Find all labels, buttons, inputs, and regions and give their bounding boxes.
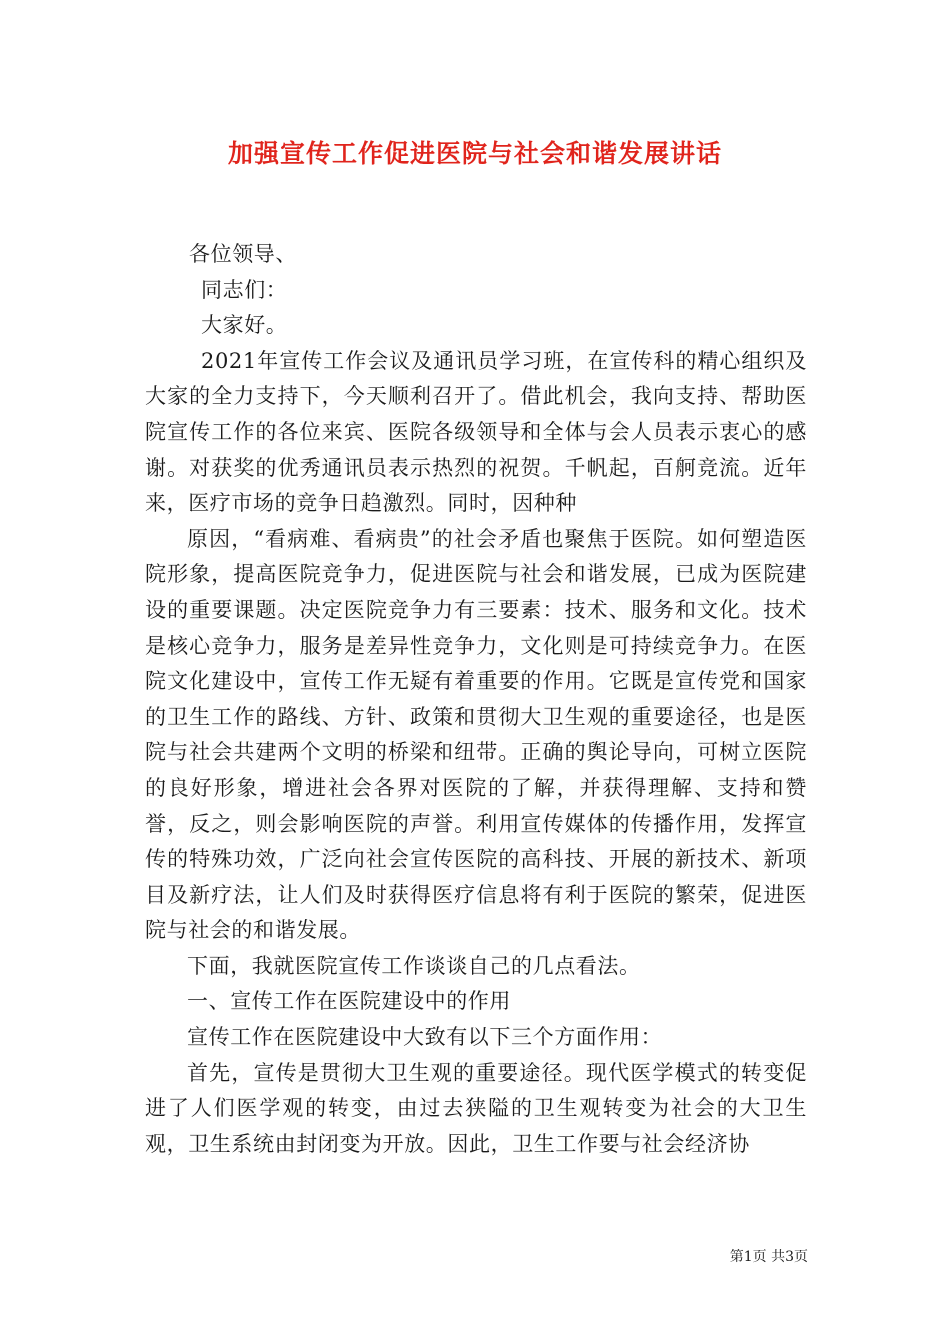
page-number-footer: 第1页 共3页 bbox=[729, 1249, 808, 1265]
greeting-comrades: 同志们： bbox=[201, 277, 288, 302]
document-title: 加强宣传工作促进医院与社会和谐发展讲话 bbox=[227, 139, 722, 168]
section-heading-1: 一、宣传工作在医院建设中的作用 bbox=[187, 989, 511, 1014]
paragraph-3: 下面，我就医院宣传工作谈谈自己的几点看法。 bbox=[187, 953, 641, 978]
paragraph-4: 宣传工作在医院建设中大致有以下三个方面作用： bbox=[187, 1025, 663, 1050]
greeting-leaders: 各位领导、 bbox=[189, 242, 297, 266]
greeting-hello: 大家好。 bbox=[201, 313, 288, 338]
paragraph-2: 原因，“看病难、看病贵”的社会矛盾也聚焦于医院。如何塑造医院形象，提高医院竞争力，促进医院与社会和谐发展，已成为医院建设的重要课题。决定医院竞争力有三要素：技术、服务和文化。技术是核心竞争力，服务是差异性竞争力，文化则是可持续竞争力。在医院文化建设中，宣传工作无疑有着重要的作用。它既是宣传党和国家的卫生工作的路线、方针、政策和贯彻大卫生观的重要途径，也是医院与社会共建两个文明的桥梁和纽带。正确的舆论导向，可树立医院的良好形象，增进社会各界对医院的了解，并获得理解、支持和赞誉，反之，则会影响医院的声誉。利用宣传媒体的传播作用，发挥宣传的特殊功效，广泛向社会宣传医院的高科技、开展的新技术、新项目及新疗法，让人们及时获得医疗信息将有利于医院的繁荣，促进医院与社会的和谐发展。 bbox=[145, 526, 807, 943]
paragraph-1-text: 2021年宣传工作会议及通讯员学习班，在宣传科的精心组织及大家的全力支持下，今天顺利召开了。借此机会，我向支持、帮助医院宣传工作的各位来宾、医院各级领导和全体与会人员表示衷心的感谢。对获奖的优秀通讯员表示热烈的祝贺。千帆起，百舸竞流。近年来，医疗市场的竞争日趋激烈。同时，因种种 bbox=[145, 348, 807, 516]
document-body bbox=[145, 237, 807, 1162]
paragraph-1 bbox=[145, 344, 807, 522]
paragraph-5: 首先，宣传是贯彻大卫生观的重要途径。现代医学模式的转变促进了人们医学观的转变，由过去狭隘的卫生观转变为社会的大卫生观，卫生系统由封闭变为开放。因此，卫生工作要与社会经济协 bbox=[145, 1060, 807, 1156]
